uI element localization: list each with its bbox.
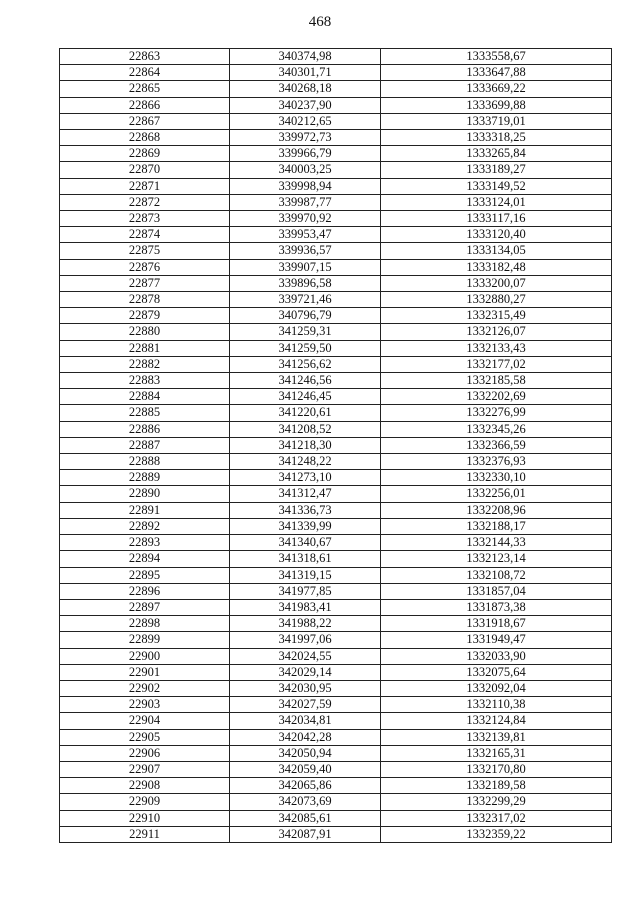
x-coordinate-cell: 340212,65 (230, 113, 381, 129)
point-number-cell: 22897 (60, 599, 230, 615)
table-row (60, 324, 612, 340)
table-row (60, 761, 612, 777)
table-row (60, 275, 612, 291)
x-coordinate-cell: 341318,61 (230, 551, 381, 567)
y-coordinate-cell: 1331857,04 (381, 583, 612, 599)
coordinates-table-body (60, 49, 612, 843)
y-coordinate-cell: 1332108,72 (381, 567, 612, 583)
y-coordinate-cell: 1332189,58 (381, 778, 612, 794)
point-number-cell: 22884 (60, 389, 230, 405)
x-coordinate-cell: 339970,92 (230, 211, 381, 227)
x-coordinate-cell: 341273,10 (230, 470, 381, 486)
point-number-cell: 22864 (60, 65, 230, 81)
point-number-cell: 22866 (60, 97, 230, 113)
y-coordinate-cell: 1333149,52 (381, 178, 612, 194)
x-coordinate-cell: 339966,79 (230, 146, 381, 162)
x-coordinate-cell: 341256,62 (230, 356, 381, 372)
y-coordinate-cell: 1332123,14 (381, 551, 612, 567)
point-number-cell: 22898 (60, 616, 230, 632)
x-coordinate-cell: 342087,91 (230, 826, 381, 842)
table-row (60, 49, 612, 65)
table-row (60, 162, 612, 178)
x-coordinate-cell: 342042,28 (230, 729, 381, 745)
x-coordinate-cell: 341997,06 (230, 632, 381, 648)
point-number-cell: 22901 (60, 664, 230, 680)
table-row (60, 567, 612, 583)
y-coordinate-cell: 1333182,48 (381, 259, 612, 275)
point-number-cell: 22880 (60, 324, 230, 340)
point-number-cell: 22869 (60, 146, 230, 162)
point-number-cell: 22892 (60, 518, 230, 534)
y-coordinate-cell: 1332317,02 (381, 810, 612, 826)
y-coordinate-cell: 1331949,47 (381, 632, 612, 648)
table-row (60, 616, 612, 632)
x-coordinate-cell: 342073,69 (230, 794, 381, 810)
point-number-cell: 22891 (60, 502, 230, 518)
point-number-cell: 22867 (60, 113, 230, 129)
table-row (60, 599, 612, 615)
x-coordinate-cell: 339998,94 (230, 178, 381, 194)
point-number-cell: 22902 (60, 680, 230, 696)
point-number-cell: 22893 (60, 535, 230, 551)
y-coordinate-cell: 1333117,16 (381, 211, 612, 227)
point-number-cell: 22887 (60, 437, 230, 453)
x-coordinate-cell: 340003,25 (230, 162, 381, 178)
table-row (60, 194, 612, 210)
table-row (60, 551, 612, 567)
x-coordinate-cell: 341218,30 (230, 437, 381, 453)
table-row (60, 648, 612, 664)
point-number-cell: 22899 (60, 632, 230, 648)
point-number-cell: 22895 (60, 567, 230, 583)
table-row (60, 178, 612, 194)
point-number-cell: 22910 (60, 810, 230, 826)
y-coordinate-cell: 1331918,67 (381, 616, 612, 632)
y-coordinate-cell: 1332330,10 (381, 470, 612, 486)
table-row (60, 778, 612, 794)
x-coordinate-cell: 339907,15 (230, 259, 381, 275)
point-number-cell: 22886 (60, 421, 230, 437)
point-number-cell: 22874 (60, 227, 230, 243)
y-coordinate-cell: 1332170,80 (381, 761, 612, 777)
x-coordinate-cell: 342024,55 (230, 648, 381, 664)
table-row (60, 227, 612, 243)
y-coordinate-cell: 1332110,38 (381, 697, 612, 713)
y-coordinate-cell: 1332165,31 (381, 745, 612, 761)
y-coordinate-cell: 1333719,01 (381, 113, 612, 129)
x-coordinate-cell: 341988,22 (230, 616, 381, 632)
table-row (60, 389, 612, 405)
table-row (60, 502, 612, 518)
y-coordinate-cell: 1332177,02 (381, 356, 612, 372)
y-coordinate-cell: 1332144,33 (381, 535, 612, 551)
y-coordinate-cell: 1332133,43 (381, 340, 612, 356)
x-coordinate-cell: 342027,59 (230, 697, 381, 713)
x-coordinate-cell: 342030,95 (230, 680, 381, 696)
x-coordinate-cell: 339936,57 (230, 243, 381, 259)
x-coordinate-cell: 341983,41 (230, 599, 381, 615)
coordinates-table (59, 48, 612, 843)
point-number-cell: 22911 (60, 826, 230, 842)
table-row (60, 130, 612, 146)
y-coordinate-cell: 1333124,01 (381, 194, 612, 210)
point-number-cell: 22876 (60, 259, 230, 275)
x-coordinate-cell: 339972,73 (230, 130, 381, 146)
table-row (60, 745, 612, 761)
x-coordinate-cell: 342029,14 (230, 664, 381, 680)
y-coordinate-cell: 1332345,26 (381, 421, 612, 437)
y-coordinate-cell: 1332256,01 (381, 486, 612, 502)
x-coordinate-cell: 342065,86 (230, 778, 381, 794)
x-coordinate-cell: 341208,52 (230, 421, 381, 437)
table-row (60, 680, 612, 696)
x-coordinate-cell: 339987,77 (230, 194, 381, 210)
point-number-cell: 22865 (60, 81, 230, 97)
table-row (60, 259, 612, 275)
table-row (60, 146, 612, 162)
point-number-cell: 22873 (60, 211, 230, 227)
table-row (60, 697, 612, 713)
y-coordinate-cell: 1333189,27 (381, 162, 612, 178)
table-row (60, 437, 612, 453)
y-coordinate-cell: 1333699,88 (381, 97, 612, 113)
x-coordinate-cell: 342085,61 (230, 810, 381, 826)
table-row (60, 535, 612, 551)
x-coordinate-cell: 341246,45 (230, 389, 381, 405)
y-coordinate-cell: 1332276,99 (381, 405, 612, 421)
point-number-cell: 22872 (60, 194, 230, 210)
y-coordinate-cell: 1332126,07 (381, 324, 612, 340)
table-row (60, 81, 612, 97)
point-number-cell: 22863 (60, 49, 230, 65)
table-row (60, 810, 612, 826)
table-row (60, 113, 612, 129)
y-coordinate-cell: 1332208,96 (381, 502, 612, 518)
x-coordinate-cell: 341977,85 (230, 583, 381, 599)
y-coordinate-cell: 1332033,90 (381, 648, 612, 664)
x-coordinate-cell: 340796,79 (230, 308, 381, 324)
point-number-cell: 22870 (60, 162, 230, 178)
point-number-cell: 22906 (60, 745, 230, 761)
table-row (60, 292, 612, 308)
x-coordinate-cell: 341220,61 (230, 405, 381, 421)
x-coordinate-cell: 341319,15 (230, 567, 381, 583)
point-number-cell: 22877 (60, 275, 230, 291)
x-coordinate-cell: 341259,50 (230, 340, 381, 356)
x-coordinate-cell: 341339,99 (230, 518, 381, 534)
x-coordinate-cell: 342050,94 (230, 745, 381, 761)
y-coordinate-cell: 1333318,25 (381, 130, 612, 146)
table-row (60, 454, 612, 470)
point-number-cell: 22905 (60, 729, 230, 745)
point-number-cell: 22907 (60, 761, 230, 777)
table-row (60, 518, 612, 534)
y-coordinate-cell: 1333669,22 (381, 81, 612, 97)
point-number-cell: 22868 (60, 130, 230, 146)
point-number-cell: 22883 (60, 373, 230, 389)
table-row (60, 308, 612, 324)
point-number-cell: 22875 (60, 243, 230, 259)
y-coordinate-cell: 1332359,22 (381, 826, 612, 842)
point-number-cell: 22909 (60, 794, 230, 810)
x-coordinate-cell: 340268,18 (230, 81, 381, 97)
table-row (60, 729, 612, 745)
y-coordinate-cell: 1332139,81 (381, 729, 612, 745)
y-coordinate-cell: 1332366,59 (381, 437, 612, 453)
point-number-cell: 22879 (60, 308, 230, 324)
table-row (60, 340, 612, 356)
y-coordinate-cell: 1332376,93 (381, 454, 612, 470)
y-coordinate-cell: 1333558,67 (381, 49, 612, 65)
table-row (60, 470, 612, 486)
point-number-cell: 22888 (60, 454, 230, 470)
table-row (60, 211, 612, 227)
x-coordinate-cell: 341336,73 (230, 502, 381, 518)
y-coordinate-cell: 1331873,38 (381, 599, 612, 615)
x-coordinate-cell: 339953,47 (230, 227, 381, 243)
table-row (60, 486, 612, 502)
table-row (60, 794, 612, 810)
point-number-cell: 22908 (60, 778, 230, 794)
point-number-cell: 22896 (60, 583, 230, 599)
table-row (60, 97, 612, 113)
table-row (60, 664, 612, 680)
table-row (60, 583, 612, 599)
point-number-cell: 22894 (60, 551, 230, 567)
y-coordinate-cell: 1333120,40 (381, 227, 612, 243)
x-coordinate-cell: 341246,56 (230, 373, 381, 389)
table-row (60, 713, 612, 729)
y-coordinate-cell: 1333265,84 (381, 146, 612, 162)
y-coordinate-cell: 1332124,84 (381, 713, 612, 729)
y-coordinate-cell: 1332880,27 (381, 292, 612, 308)
y-coordinate-cell: 1332315,49 (381, 308, 612, 324)
point-number-cell: 22903 (60, 697, 230, 713)
table-row (60, 65, 612, 81)
table-row (60, 405, 612, 421)
x-coordinate-cell: 339721,46 (230, 292, 381, 308)
point-number-cell: 22882 (60, 356, 230, 372)
x-coordinate-cell: 341340,67 (230, 535, 381, 551)
x-coordinate-cell: 340301,71 (230, 65, 381, 81)
y-coordinate-cell: 1333647,88 (381, 65, 612, 81)
table-row (60, 373, 612, 389)
point-number-cell: 22904 (60, 713, 230, 729)
table-row (60, 632, 612, 648)
point-number-cell: 22878 (60, 292, 230, 308)
point-number-cell: 22900 (60, 648, 230, 664)
y-coordinate-cell: 1332188,17 (381, 518, 612, 534)
x-coordinate-cell: 342034,81 (230, 713, 381, 729)
page-number: 468 (308, 14, 332, 30)
x-coordinate-cell: 342059,40 (230, 761, 381, 777)
y-coordinate-cell: 1333134,05 (381, 243, 612, 259)
y-coordinate-cell: 1332185,58 (381, 373, 612, 389)
y-coordinate-cell: 1332075,64 (381, 664, 612, 680)
y-coordinate-cell: 1333200,07 (381, 275, 612, 291)
x-coordinate-cell: 339896,58 (230, 275, 381, 291)
y-coordinate-cell: 1332202,69 (381, 389, 612, 405)
y-coordinate-cell: 1332092,04 (381, 680, 612, 696)
point-number-cell: 22885 (60, 405, 230, 421)
table-row (60, 421, 612, 437)
table-row (60, 356, 612, 372)
x-coordinate-cell: 340374,98 (230, 49, 381, 65)
point-number-cell: 22890 (60, 486, 230, 502)
table-row (60, 243, 612, 259)
x-coordinate-cell: 341312,47 (230, 486, 381, 502)
table-row (60, 826, 612, 842)
point-number-cell: 22871 (60, 178, 230, 194)
x-coordinate-cell: 340237,90 (230, 97, 381, 113)
point-number-cell: 22881 (60, 340, 230, 356)
x-coordinate-cell: 341259,31 (230, 324, 381, 340)
x-coordinate-cell: 341248,22 (230, 454, 381, 470)
y-coordinate-cell: 1332299,29 (381, 794, 612, 810)
point-number-cell: 22889 (60, 470, 230, 486)
